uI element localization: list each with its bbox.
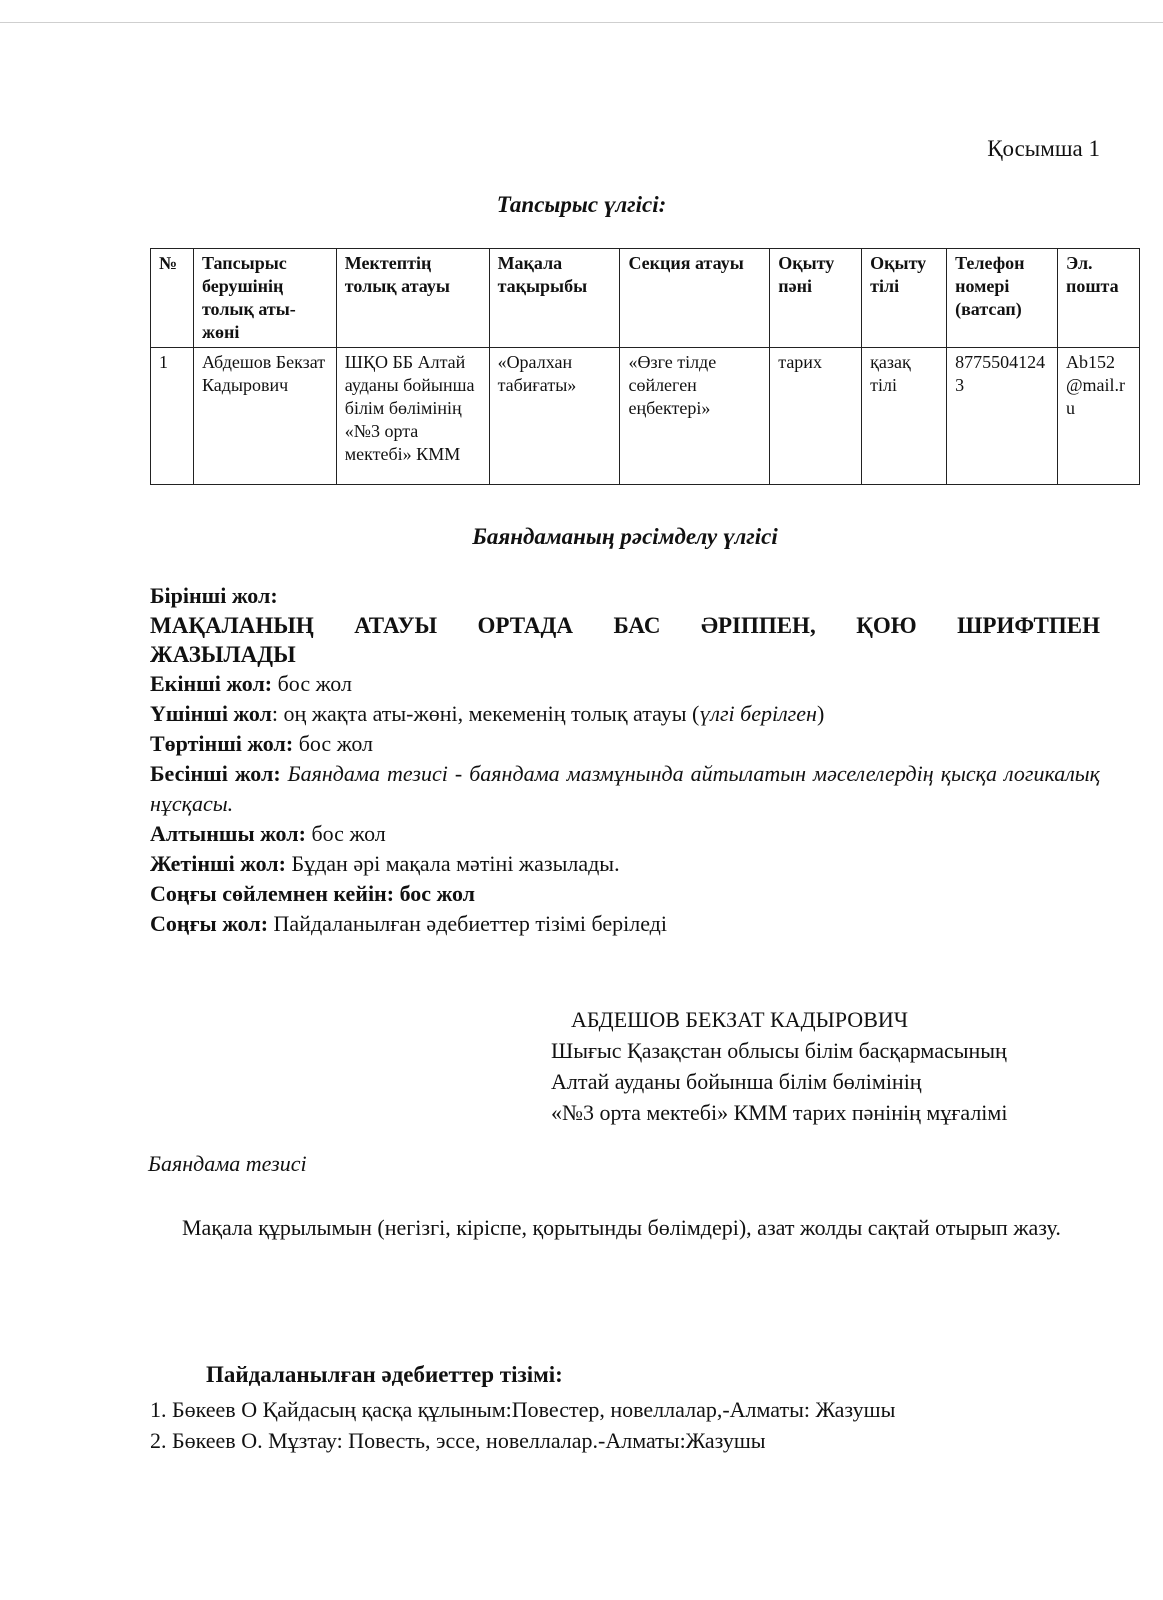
format-rules — [150, 581, 1100, 939]
cell-email: Ab152@mail.ru — [1057, 348, 1139, 485]
rule-text: Пайдаланылған әдебиеттер тізімі беріледі — [268, 911, 667, 936]
rule-label: Екінші жол: — [150, 671, 273, 696]
rule-line-5 — [150, 759, 1100, 819]
references-title: Пайдаланылған әдебиеттер тізімі: — [206, 1362, 563, 1387]
cell-section-name: «Өзге тілде сөйлеген еңбектері» — [620, 348, 770, 485]
rule-italic-text: үлгі берілген — [699, 701, 817, 726]
header-language: Оқыту тілі — [862, 249, 947, 348]
table-header-row — [151, 249, 1140, 348]
rule-label: Үшінші жол — [150, 701, 272, 726]
rule-heading-line: МАҚАЛАНЫҢ АТАУЫ ОРТАДА БАС ӘРІППЕН, ҚОЮ ШРИФТПЕН — [150, 613, 1100, 638]
header-number: № — [151, 249, 194, 348]
cell-language: қазақ тілі — [862, 348, 947, 485]
rule-text: Бұдан әрі мақала мәтіні жазылады. — [285, 851, 620, 876]
rule-text: бос жол — [272, 671, 352, 696]
rule-line-8 — [150, 879, 1100, 909]
rule-label: Бірінші жол: — [150, 583, 278, 608]
header-client-name: Тапсырыс берушінің толық аты-жөні — [193, 249, 336, 348]
order-table — [150, 248, 1140, 485]
rule-text-close: ) — [816, 701, 825, 726]
order-form-title: Тапсырыс үлгісі: — [496, 192, 667, 217]
rule-label: Төртінші жол: — [150, 731, 294, 756]
rule-line-4 — [150, 729, 1100, 759]
thesis-label: Баяндама тезисі — [148, 1151, 307, 1176]
author-name: АБДЕШОВ БЕКЗАТ КАДЫРОВИЧ — [571, 1007, 909, 1032]
rule-italic-text: Баяндама тезисі - баяндама мазмұнында айтылатын мәселелердің қысқа логикалық нұсқасы. — [150, 761, 1100, 816]
cell-number: 1 — [151, 348, 194, 485]
rule-label: Алтыншы жол: — [150, 821, 306, 846]
author-org-line: Шығыс Қазақстан облысы білім басқармасының — [551, 1038, 1007, 1063]
rule-text: бос жол — [293, 731, 374, 756]
rule-label: Соңғы жол: — [150, 911, 269, 936]
rule-line-1 — [150, 581, 1100, 611]
header-section-name: Секция атауы — [620, 249, 770, 348]
list-item: 2. Бөкеев О. Мұзтау: Повесть, эссе, новеллалар.-Алматы:Жазушы — [150, 1428, 766, 1453]
author-org-line: «№3 орта мектебі» КММ тарих пәнінің мұғалімі — [551, 1100, 1008, 1125]
header-school-name: Мектептің толық атауы — [336, 249, 489, 348]
references-list — [150, 1394, 895, 1456]
rule-line-9 — [150, 909, 1100, 939]
rule-text: бос жол — [305, 821, 386, 846]
rule-label: Соңғы сөйлемнен кейін: бос жол — [150, 881, 475, 906]
header-subject: Оқыту пәні — [770, 249, 862, 348]
cell-subject: тарих — [770, 348, 862, 485]
rule-label: Бесінші жол: — [150, 761, 281, 786]
rule-text: : оң жақта аты-жөні, мекеменің толық атауы ( — [271, 701, 700, 726]
header-email: Эл. пошта — [1057, 249, 1139, 348]
rule-line-3 — [150, 699, 1100, 729]
body-paragraph: Мақала құрылымын (негізгі, кіріспе, қорытынды бөлімдері), азат жолды сақтай отырып жазу. — [182, 1215, 1061, 1240]
list-item: 1. Бөкеев О Қайдасың қасқа құлыным:Повестер, новеллалар,-Алматы: Жазушы — [150, 1397, 896, 1422]
scan-edge-line — [0, 22, 1163, 23]
rule-line-2 — [150, 669, 1100, 699]
rule-line-7 — [150, 849, 1100, 879]
table-row — [151, 348, 1140, 485]
rule-heading-line-end: ЖАЗЫЛАДЫ — [150, 642, 296, 667]
header-article-topic: Мақала тақырыбы — [489, 249, 620, 348]
rule-line-6 — [150, 819, 1100, 849]
cell-client-name: Абдешов Бекзат Кадырович — [193, 348, 336, 485]
author-block — [551, 1004, 1111, 1128]
cell-article-topic: «Оралхан табиғаты» — [489, 348, 620, 485]
rule-label: Жетінші жол: — [150, 851, 286, 876]
cell-phone: 87755041243 — [947, 348, 1058, 485]
header-phone: Телефон номері (ватсап) — [947, 249, 1058, 348]
format-title: Баяндаманың рәсімделу үлгісі — [472, 524, 778, 549]
cell-school-name: ШҚО ББ Алтай ауданы бойынша білім бөлімінің «№3 орта мектебі» КММ — [336, 348, 489, 485]
author-org-line: Алтай ауданы бойынша білім бөлімінің — [551, 1069, 922, 1094]
appendix-label: Қосымша 1 — [987, 136, 1100, 161]
